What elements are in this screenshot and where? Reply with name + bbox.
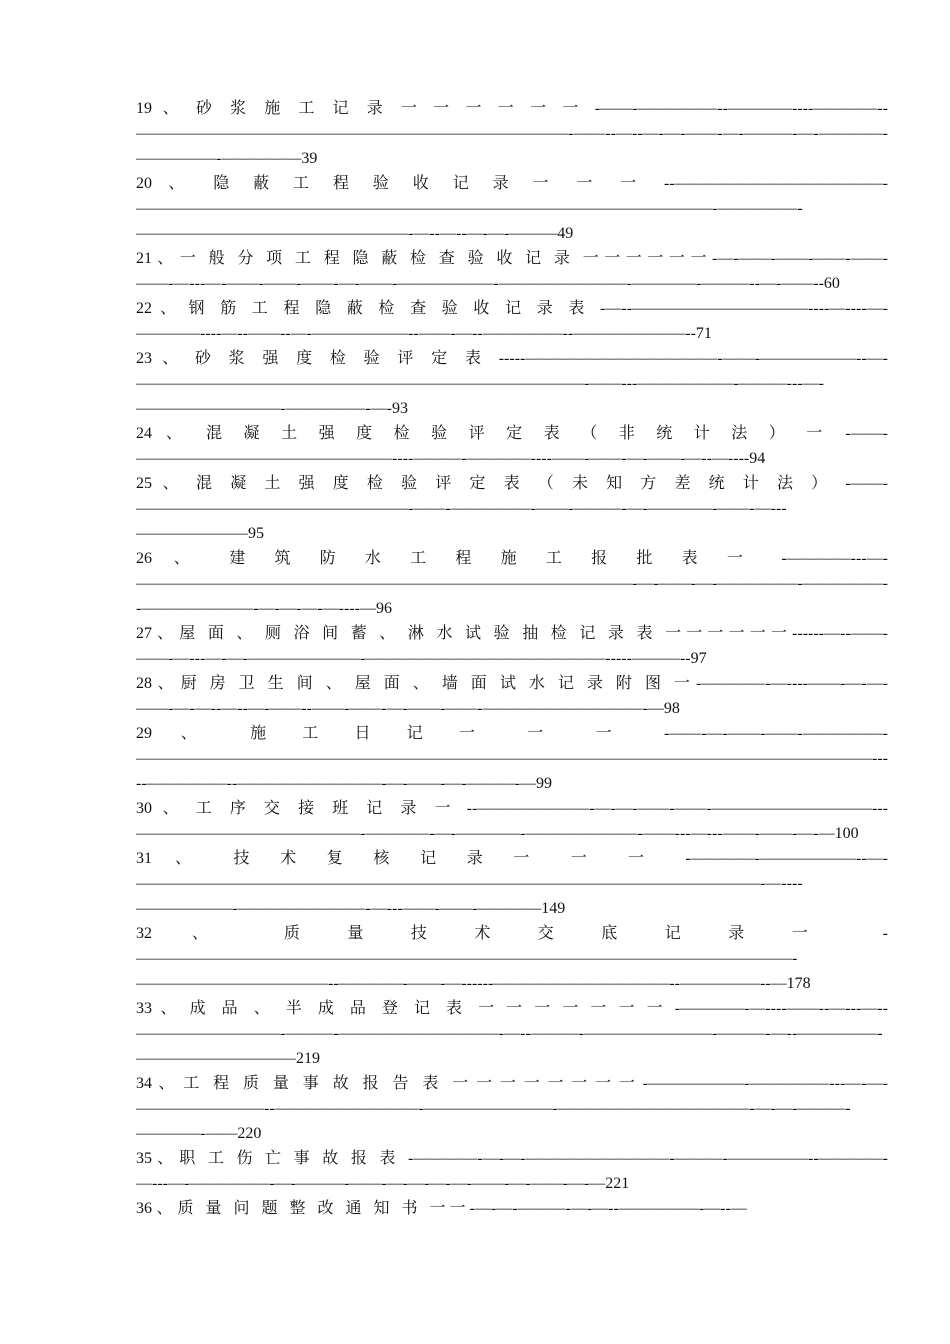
entry-separator: 、 [152, 550, 230, 567]
entry-separator: 、 [152, 850, 234, 867]
entry-leader: 一 一 一 一 一 一 ------—--——-——-—---—-—-———————-———————————————-----———-- [136, 625, 888, 667]
entry-separator: 、 [152, 1000, 190, 1017]
entry-page-number: 221 [605, 1175, 630, 1192]
entry-page-number: 95 [248, 525, 264, 542]
toc-entry-28[interactable] [136, 671, 888, 721]
toc-entry-26[interactable] [136, 546, 888, 621]
entry-title: 混凝土强度检验评定表（未知方差统计法） [196, 475, 846, 492]
entry-number: 21 [136, 250, 152, 267]
toc-entry-20[interactable] [136, 171, 888, 246]
entry-page-number: 178 [786, 975, 811, 992]
table-of-contents [136, 96, 888, 1221]
entry-leader: 一 -————---—-———————————————————————————————-—-——-—-—————-—————--———————-—-—-—-—----— [136, 550, 888, 617]
entry-leader: 一 一 一 一 一 一 一 -————-—----——--—---—--—————————-———-——————————-—--———-————————-———-—--—————-—————————— [136, 1000, 888, 1067]
entry-title: 隐蔽工程验收记录 [213, 175, 533, 192]
entry-separator: 、 [152, 300, 189, 317]
entry-number: 32 [136, 925, 152, 942]
entry-page-number: 220 [237, 1125, 262, 1142]
entry-title: 成品、半成品登记表 [189, 1000, 479, 1017]
entry-leader: 一 一 一 -————-——————--—-———————————————————————————————————————-—----——————-————————-—---——-——-———— [136, 850, 888, 917]
entry-title: 建筑防水工程施工报批表 [229, 550, 727, 567]
toc-entry-36[interactable] [136, 1196, 888, 1221]
entry-number: 30 [136, 800, 152, 817]
entry-number: 26 [136, 550, 152, 567]
entry-number: 19 [136, 100, 152, 117]
toc-entry-21[interactable] [136, 246, 888, 296]
entry-title: 一般分项工程隐蔽检查验收记录 [179, 250, 583, 267]
entry-title: 职工伤亡事故报表 [179, 1150, 409, 1167]
entry-page-number: 71 [695, 325, 712, 342]
entry-separator: 、 [152, 675, 181, 692]
entry-leader: 一 -—————————————————————————————————————————-————————————--————-——-—------———————————--—————--— [136, 925, 888, 992]
entry-leader: -—--———————————----—----—-————----—--——--—-——————--——-—--—————--———————-- [136, 300, 888, 342]
entry-title: 工序交接班记录 [195, 800, 435, 817]
entry-number: 34 [136, 1075, 152, 1092]
entry-title: 施工日记 [250, 725, 459, 742]
entry-number: 24 [136, 425, 152, 442]
entry-separator: 、 [152, 800, 196, 817]
entry-title: 工程质量事故报告表 [183, 1075, 453, 1092]
entry-number: 35 [136, 1150, 152, 1167]
toc-entry-31[interactable] [136, 846, 888, 921]
entry-leader: 一 -——-————————————————----———-————----——-——-—-——-—--—---- [136, 425, 888, 467]
entry-title: 砂浆施工记录 [195, 100, 401, 117]
entry-number: 25 [136, 475, 152, 492]
entry-page-number: 49 [557, 225, 574, 242]
entry-leader: 一 一 -—-—-———-—-—--—————-—--— [429, 1200, 747, 1217]
entry-leader: -————-—-—-—————————-———-—————--————-—---—-—————-—-———-——-—-—-—-—-——-—-——-—-— [136, 1150, 888, 1192]
toc-entry-24[interactable] [136, 421, 888, 471]
entry-page-number: 98 [663, 700, 680, 717]
entry-number: 31 [136, 850, 152, 867]
entry-number: 22 [136, 300, 152, 317]
toc-entry-35[interactable] [136, 1146, 888, 1196]
entry-number: 36 [136, 1200, 152, 1217]
entry-separator: 、 [152, 475, 197, 492]
entry-number: 33 [136, 1000, 152, 1017]
entry-separator: 、 [152, 100, 196, 117]
toc-entry-32[interactable] [136, 921, 888, 996]
entry-page-number: 93 [391, 400, 408, 417]
entry-page-number: 39 [301, 150, 318, 167]
entry-number: 20 [136, 175, 152, 192]
entry-separator: 、 [152, 1075, 184, 1092]
toc-entry-34[interactable] [136, 1071, 888, 1146]
entry-separator: 、 [152, 1200, 178, 1217]
entry-number: 27 [136, 625, 152, 642]
entry-page-number: 100 [834, 825, 859, 842]
entry-leader: 一 -————-—----——-—-—-——-—-—--—--—-——--——-——-—-——-——-——————————-— [136, 675, 888, 717]
toc-entry-25[interactable] [136, 471, 888, 546]
entry-page-number: 99 [535, 775, 552, 792]
entry-title: 屋面、厕浴间蓄、淋水试验抽检记录表 [179, 625, 666, 642]
entry-number: 23 [136, 350, 152, 367]
entry-leader: 一 一 一 --—————————————-————————————————————————————————————-—————-—————————————————-—--—--—-—-——— [136, 175, 888, 242]
entry-leader: 一 一 一 一 一 一 -——-—————--————----————--———————————————————————————-——--—--—-—-——-—-———-—-————-—————-————— [136, 100, 888, 167]
entry-separator: 、 [152, 425, 207, 442]
toc-entry-22[interactable] [136, 296, 888, 346]
entry-page-number: 149 [541, 900, 566, 917]
toc-entry-29[interactable] [136, 721, 888, 796]
toc-entry-27[interactable] [136, 621, 888, 671]
entry-separator: 、 [152, 250, 180, 267]
entry-leader: -——-—————————————————-——-—————-——-———-—-————-——-—---——————— [136, 475, 888, 542]
entry-page-number: 96 [375, 600, 392, 617]
entry-separator: 、 [152, 625, 180, 642]
entry-separator: 、 [152, 725, 251, 742]
toc-entry-19[interactable] [136, 96, 888, 171]
entry-separator: 、 [152, 175, 214, 192]
toc-entry-23[interactable] [136, 346, 888, 421]
entry-leader: 一 一 一 一 一 一 一 一 -——————-—————---—-—-————————--—————————-————————-————————————-—-—-———-————-—— [136, 1075, 888, 1142]
entry-leader: 一 一 一 -——-—-——-——-—————-——————————————————————————————————————————————-----—————--—————————-—-——-—-———-— [136, 725, 888, 792]
toc-entry-33[interactable] [136, 996, 888, 1071]
entry-title: 厨房卫生间、屋面、墙面试水记录附图 [180, 675, 674, 692]
entry-title: 技术复核记录 [233, 850, 514, 867]
entry-number: 28 [136, 675, 152, 692]
entry-title: 砂浆强度检验评定表 [194, 350, 499, 367]
entry-leader: 一 --———————-—-—-——-——-——————————---——————————————-————-—-————-———————-——---—---——-——-—-— [136, 800, 888, 842]
entry-leader: 一 一 一 一 一 一 -—-——-——-——-——-——-—---—-——-——-——-—-——-——————-————————-————-———--—-——-- [136, 250, 888, 292]
entry-title: 钢筋工程隐蔽检查验收记录表 [188, 300, 601, 317]
entry-title: 混凝土强度检验评定表（非统计法） [206, 425, 807, 442]
entry-page-number: 97 [690, 650, 707, 667]
entry-page-number: 94 [749, 450, 766, 467]
entry-title: 质量问题整改通知书 [177, 1200, 430, 1217]
entry-separator: 、 [152, 350, 195, 367]
entry-leader: -----————————————-——-——————--—-————————————————————————————-——---——————-———---—-—————————-—————-—- [136, 350, 888, 417]
entry-page-number: 60 [823, 275, 840, 292]
entry-separator: 、 [152, 1150, 180, 1167]
entry-title: 质量技术交底记录 [283, 925, 792, 942]
toc-entry-30[interactable] [136, 796, 888, 846]
entry-number: 29 [136, 725, 152, 742]
entry-page-number: 219 [296, 1050, 320, 1067]
entry-separator: 、 [152, 925, 284, 942]
